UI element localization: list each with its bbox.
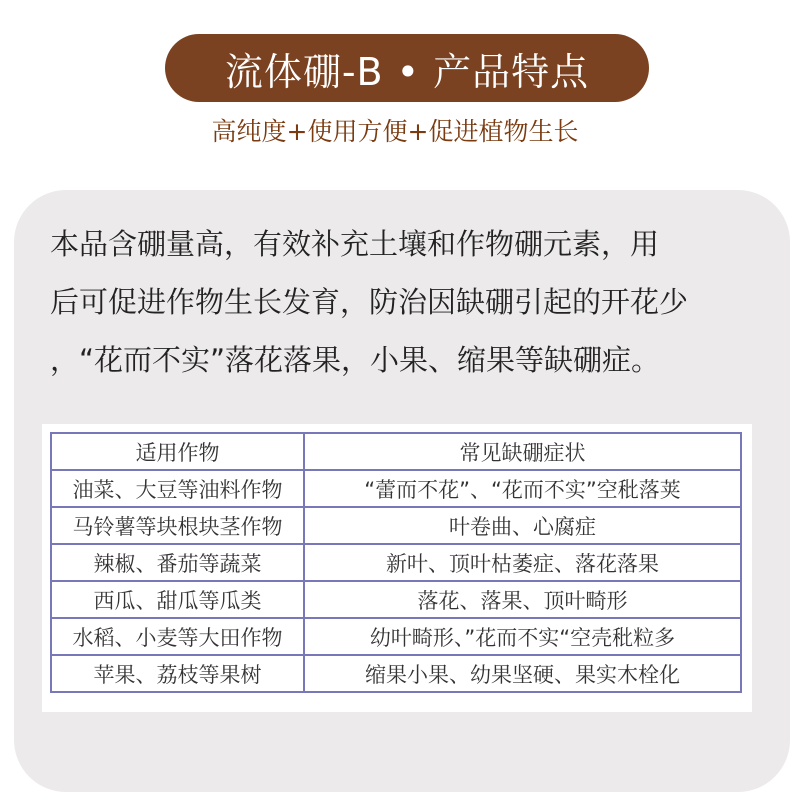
crop-cell: 水稻、小麦等大田作物 <box>51 618 304 655</box>
description-line: ，“花而不实”落花落果，小果、缩果等缺硼症。 <box>50 343 661 377</box>
crop-cell: 苹果、荔枝等果树 <box>51 655 304 692</box>
symptom-table-card <box>42 424 752 712</box>
header-symptoms: 常见缺硼症状 <box>304 433 741 470</box>
symptom-cell: “蕾而不花”、“花而不实”空秕落荚 <box>304 470 741 507</box>
title-banner <box>165 34 649 102</box>
crop-cell: 西瓜、甜瓜等瓜类 <box>51 581 304 618</box>
header-crops: 适用作物 <box>51 433 304 470</box>
symptom-cell: 缩果小果、幼果坚硬、果实木栓化 <box>304 655 741 692</box>
crop-cell: 辣椒、番茄等蔬菜 <box>51 544 304 581</box>
crop-cell: 马铃薯等块根块茎作物 <box>51 507 304 544</box>
description-line: 后可促进作物生长发育，防治因缺硼引起的开花少 <box>50 285 689 319</box>
crop-cell: 油菜、大豆等油料作物 <box>51 470 304 507</box>
symptom-cell: 新叶、顶叶枯萎症、落花落果 <box>304 544 741 581</box>
symptom-cell: 叶卷曲、心腐症 <box>304 507 741 544</box>
table-row <box>51 655 741 692</box>
table-row <box>51 470 741 507</box>
description-line: 本品含硼量高，有效补充土壤和作物硼元素，用 <box>50 227 660 261</box>
table-header-row <box>51 433 741 470</box>
product-description <box>50 215 760 389</box>
table-row <box>51 544 741 581</box>
symptom-cell: 幼叶畸形、”花而不实“空壳秕粒多 <box>304 618 741 655</box>
table-row <box>51 507 741 544</box>
page-title: 流体硼-B • 产品特点 <box>224 49 590 94</box>
page-subtitle: 高纯度+使用方便+促进植物生长 <box>211 117 579 146</box>
symptom-table <box>50 432 742 693</box>
table-row <box>51 581 741 618</box>
symptom-cell: 落花、落果、顶叶畸形 <box>304 581 741 618</box>
table-row <box>51 618 741 655</box>
